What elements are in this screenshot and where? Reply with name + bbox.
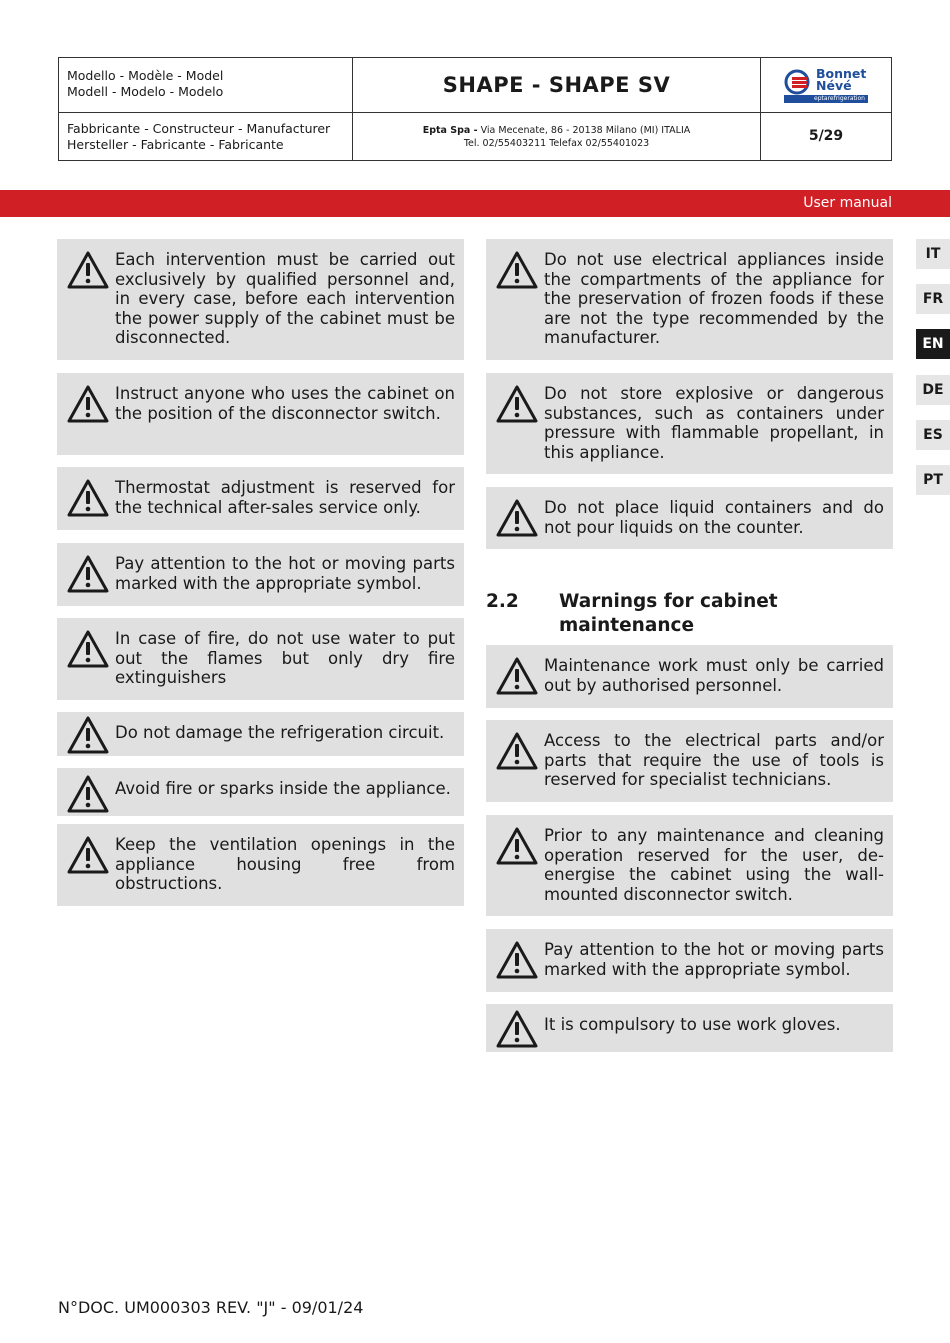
- bonnet-neve-logo: [783, 66, 869, 104]
- warning-triangle-icon: [495, 826, 539, 866]
- warning-box: [57, 768, 464, 816]
- warning-text: Keep the ventilation openings in the appliance housing free from obstructions.: [115, 835, 455, 893]
- document-title: SHAPE - SHAPE SV: [353, 58, 761, 112]
- banner-label: User manual: [803, 195, 892, 211]
- warning-triangle-icon: [66, 629, 110, 669]
- section-banner: [0, 190, 950, 217]
- warning-triangle-icon: [66, 554, 110, 594]
- phone-line: Tel. 02/55403211 Telefax 02/55401023: [463, 138, 650, 149]
- warning-text: Do not use electrical appliances inside the compartments of the appliance for the preservation of frozen foods if these are not the type recommended by the manufacturer.: [544, 250, 884, 347]
- warning-text: Each intervention must be carried out exclusively by qualified personnel and, in every case, before each intervention the power supply of the cabinet must be disconnected.: [115, 250, 455, 347]
- lang-tab-fr[interactable]: [916, 284, 950, 314]
- section-number: 2.2: [486, 591, 519, 612]
- lang-code: EN: [922, 336, 944, 352]
- warning-text: Do not place liquid containers and do not pour liquids on the counter.: [544, 498, 884, 537]
- manufacturer-label: [59, 112, 353, 160]
- warning-text: Avoid fire or sparks inside the appliance.: [115, 779, 451, 798]
- address-line: Via Mecenate, 86 - 20138 Milano (MI) ITALIA: [477, 125, 691, 136]
- warning-triangle-icon: [495, 384, 539, 424]
- warning-triangle-icon: [495, 498, 539, 538]
- warning-text: In case of fire, do not use water to put out the flames but only dry fire extinguishers: [115, 629, 455, 687]
- lang-tab-en[interactable]: [916, 329, 950, 359]
- warning-box: [57, 467, 464, 530]
- warning-box: [486, 929, 893, 992]
- header-table: [58, 57, 892, 161]
- logo-text-bonnet: Bonnet: [816, 66, 867, 81]
- warning-triangle-icon: [495, 940, 539, 980]
- lang-code: DE: [922, 382, 944, 398]
- lang-tab-de[interactable]: [916, 375, 950, 405]
- warning-box: [486, 720, 893, 802]
- lang-code: PT: [923, 472, 943, 488]
- logo-subtitle: eptarefrigeration: [784, 95, 868, 103]
- lang-code: ES: [923, 427, 943, 443]
- logo-emblem-icon: [783, 68, 811, 96]
- warning-triangle-icon: [495, 250, 539, 290]
- warning-box: [57, 373, 464, 455]
- lang-code: FR: [922, 291, 944, 307]
- page-number: 5/29: [808, 128, 844, 144]
- warning-text: Thermostat adjustment is reserved for the technical after-sales service only.: [115, 478, 455, 517]
- warning-box: [486, 373, 893, 474]
- warning-box: [486, 487, 893, 549]
- warning-triangle-icon: [66, 384, 110, 424]
- logo-text-neve: Névé: [816, 78, 852, 93]
- logo-cell: [761, 58, 891, 112]
- model-label-line-2: Modell - Modelo - Modelo: [67, 84, 224, 99]
- section-title: Warnings for cabinet maintenance: [559, 591, 778, 636]
- lang-tab-pt[interactable]: [916, 465, 950, 495]
- warning-text: Maintenance work must only be carried out by authorised personnel.: [544, 656, 884, 695]
- warning-text: Do not store explosive or dangerous substances, such as containers under pressure with flammable propellant, in this appliance.: [544, 384, 884, 462]
- lang-tab-es[interactable]: [916, 420, 950, 450]
- warning-triangle-icon: [66, 774, 110, 814]
- warning-text: Pay attention to the hot or moving parts marked with the appropriate symbol.: [115, 554, 455, 593]
- warning-box: [486, 1004, 893, 1052]
- warning-box: [57, 824, 464, 906]
- lang-code: IT: [925, 246, 941, 262]
- header-row-model: [59, 58, 891, 113]
- lang-tab-it[interactable]: [916, 239, 950, 269]
- warning-box: [486, 645, 893, 708]
- header-row-manufacturer: [59, 112, 891, 160]
- model-label-line-1: Modello - Modèle - Model: [67, 68, 224, 83]
- warning-box: [486, 239, 893, 360]
- warning-box: [486, 815, 893, 916]
- warning-text: Do not damage the refrigeration circuit.: [115, 723, 445, 742]
- warning-box: [57, 543, 464, 606]
- warning-text: Access to the electrical parts and/or parts that require the use of tools is reserved for specialist technicians.: [544, 731, 884, 789]
- warning-triangle-icon: [66, 478, 110, 518]
- company-name: Epta Spa -: [422, 125, 478, 136]
- warning-triangle-icon: [66, 250, 110, 290]
- warning-triangle-icon: [495, 656, 539, 696]
- warning-box: [57, 712, 464, 756]
- manufacturer-address: [353, 112, 761, 160]
- manufacturer-label-line-1: Fabbricante - Constructeur - Manufacturer: [67, 121, 331, 136]
- warning-text: Instruct anyone who uses the cabinet on the position of the disconnector switch.: [115, 384, 455, 423]
- warning-text: It is compulsory to use work gloves.: [544, 1015, 841, 1034]
- manufacturer-label-line-2: Hersteller - Fabricante - Fabricante: [67, 137, 284, 152]
- warning-box: [57, 618, 464, 700]
- warning-triangle-icon: [66, 835, 110, 875]
- model-label: [59, 58, 353, 112]
- warning-triangle-icon: [495, 731, 539, 771]
- warning-box: [57, 239, 464, 360]
- warning-triangle-icon: [495, 1009, 539, 1049]
- warning-triangle-icon: [66, 715, 110, 755]
- warning-text: Prior to any maintenance and cleaning operation reserved for the user, de-energise the cabinet using the wall-mounted disconnector switch.: [544, 826, 884, 904]
- document-number-footer: N°DOC. UM000303 REV. "J" - 09/01/24: [58, 1298, 364, 1317]
- warning-text: Pay attention to the hot or moving parts marked with the appropriate symbol.: [544, 940, 884, 979]
